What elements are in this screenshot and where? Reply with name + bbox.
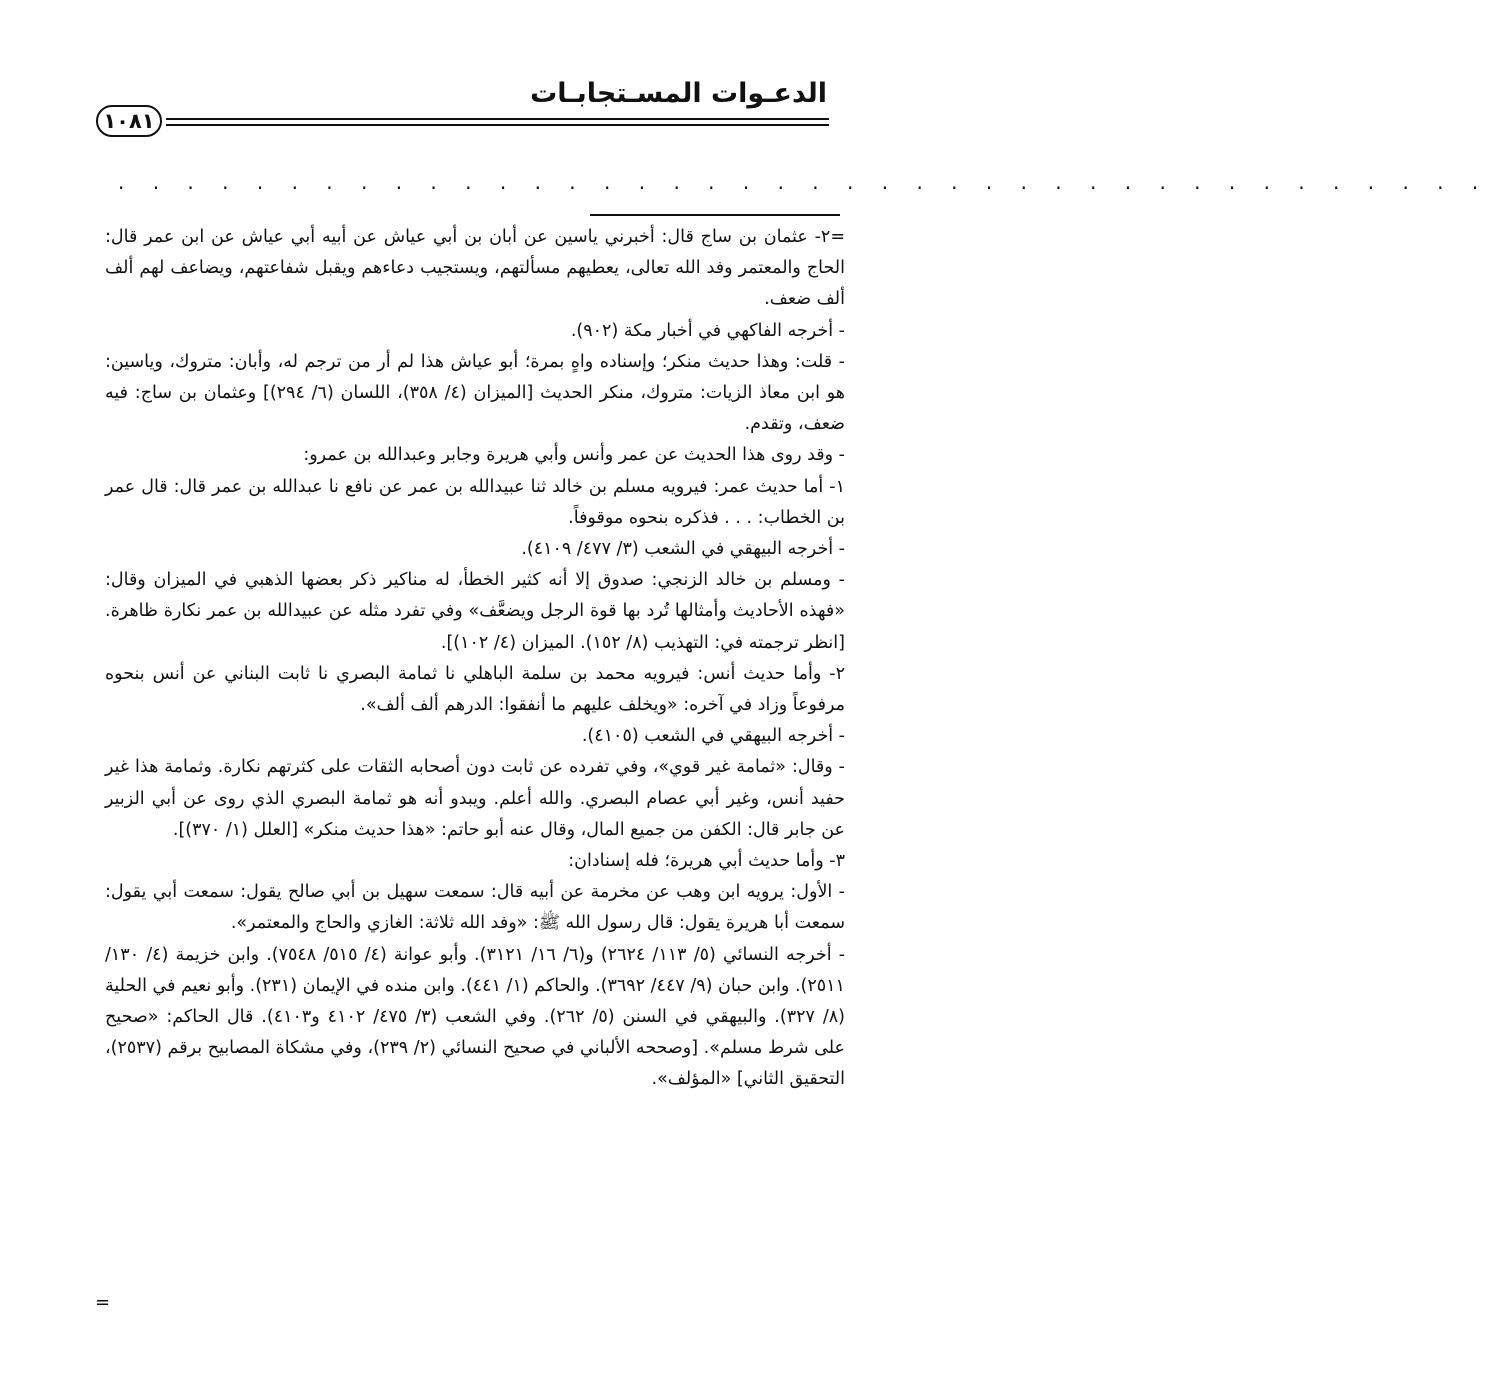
header-rule bbox=[166, 124, 829, 126]
footnote-paragraph: ٢- وأما حديث أنس: فيرويه محمد بن سلمة الباهلي نا ثمامة البصري نا ثابت البناني عن أنس بنحوه مرفوعاً وزاد في آخره: «ويخلف عليهم ما أنفقوا: الدرهم ألف ألف». bbox=[105, 663, 845, 716]
running-header-title: الدعـوات المسـتجابـات bbox=[530, 78, 827, 109]
footnote-paragraph: ٣- وأما حديث أبي هريرة؛ فله إسنادان: bbox=[568, 851, 845, 872]
footnote-paragraph: ١- أما حديث عمر: فيرويه مسلم بن خالد ثنا عبيدالله بن عمر عن نافع نا عبدالله بن عمر قال: قال عمر بن الخطاب: . . . فذكره بنحوه موقوفاً. bbox=[105, 476, 845, 528]
footnote-paragraph: - ومسلم بن خالد الزنجي: صدوق إلا أنه كثير الخطأ، له مناكير ذكر بعضها الذهبي في الميزان وقال: «فهذه الأحاديث وأمثالها تُرد بها قوة الرجل ويضعَّف» وفي تفرد مثله عن عبيدالله بن عمر نكارة ظاهرة. [انظر ترجمته في: التهذيب (٨/ ١٥٢). الميزان (٤/ ١٠٢)]. bbox=[105, 570, 845, 653]
footnote-paragraph: - أخرجه النسائي (٥/ ١١٣/ ٢٦٢٤) و(٦/ ١٦/ ٣١٢١). وأبو عوانة (٤/ ٥١٥/ ٧٥٤٨). وابن خزيمة (٤/ ١٣٠/ ٢٥١١). وابن حبان (٩/ ٤٤٧/ ٣٦٩٢). والحاكم (١/ ٤٤١). وابن منده في الإيمان (٢٣١). وأبو نعيم في الحلية (٨/ ٣٢٧). والبيهقي في السنن (٥/ ٢٦٢). وفي الشعب (٣/ ٤٧٥/ ٤١٠٢ و٤١٠٣). قال الحاكم: «صحيح على شرط مسلم». [وصححه الألباني في صحيح النسائي (٢/ ٢٣٩)، وفي مشكاة المصابيح برقم (٢٥٣٧)، التحقيق الثاني] «المؤلف». bbox=[105, 944, 846, 1090]
footnote-paragraph: - وقد روى هذا الحديث عن عمر وأنس وأبي هريرة وجابر وعبدالله بن عمرو: bbox=[303, 445, 845, 466]
header-rule bbox=[166, 118, 829, 120]
footnote-paragraph: - أخرجه البيهقي في الشعب (٣/ ٤٧٧/ ٤١٠٩). bbox=[521, 539, 845, 560]
footnote-paragraph: - أخرجه البيهقي في الشعب (٤١٠٥). bbox=[581, 726, 845, 747]
dotted-separator: . . . . . . . . . . . . . . . . . . . . . . . . . . . . . . . . . . . . . . . . bbox=[118, 170, 1489, 194]
footnote-body bbox=[105, 222, 845, 1096]
footnote-paragraph: - وقال: «ثمامة غير قوي»، وفي تفرده عن ثابت دون أصحابه الثقات على كثرتهم نكارة. وثمامة هذا غير حفيد أنس، وغير أبي عصام البصري. والله أعلم. ويبدو أنه هو ثمامة البصري الذي روى عن أبي الزبير عن جابر قال: الكفن من جميع المال، وقال عنه أبو حاتم: «هذا حديث منكر» [العلل (١/ ٣٧٠)]. bbox=[105, 757, 845, 840]
continuation-mark: = bbox=[95, 1292, 111, 1313]
footnote-paragraph: - قلت: وهذا حديث منكر؛ وإسناده واهٍ بمرة؛ أبو عياش هذا لم أر من ترجم له، وأبان: متروك، وياسين: هو ابن معاذ الزيات: متروك، منكر الحديث [الميزان (٤/ ٣٥٨)، اللسان (٦/ ٢٩٤)] وعثمان بن ساج: فيه ضعف، وتقدم. bbox=[105, 351, 845, 435]
footnote-paragraph: =٢- عثمان بن ساج قال: أخبرني ياسين عن أبان بن أبي عياش عن أبيه أبي عياش عن ابن عمر قال: الحاج والمعتمر وفد الله تعالى، يعطيهم مسألتهم، ويستجيب دعاءهم ويقبل شفاعتهم، ويضاعف لهم ألف ألف ضعف. bbox=[105, 227, 845, 310]
footnote-paragraph: - أخرجه الفاكهي في أخبار مكة (٩٠٢). bbox=[570, 320, 845, 341]
page-number: ١٠٨١ bbox=[96, 105, 162, 137]
footnote-rule bbox=[590, 214, 840, 216]
footnote-paragraph: - الأول: يرويه ابن وهب عن مخرمة عن أبيه قال: سمعت سهيل بن أبي صالح يقول: سمعت أبي يقول: سمعت أبا هريرة يقول: قال رسول الله ﷺ: «وفد الله ثلاثة: الغازي والحاج والمعتمر». bbox=[105, 882, 845, 934]
